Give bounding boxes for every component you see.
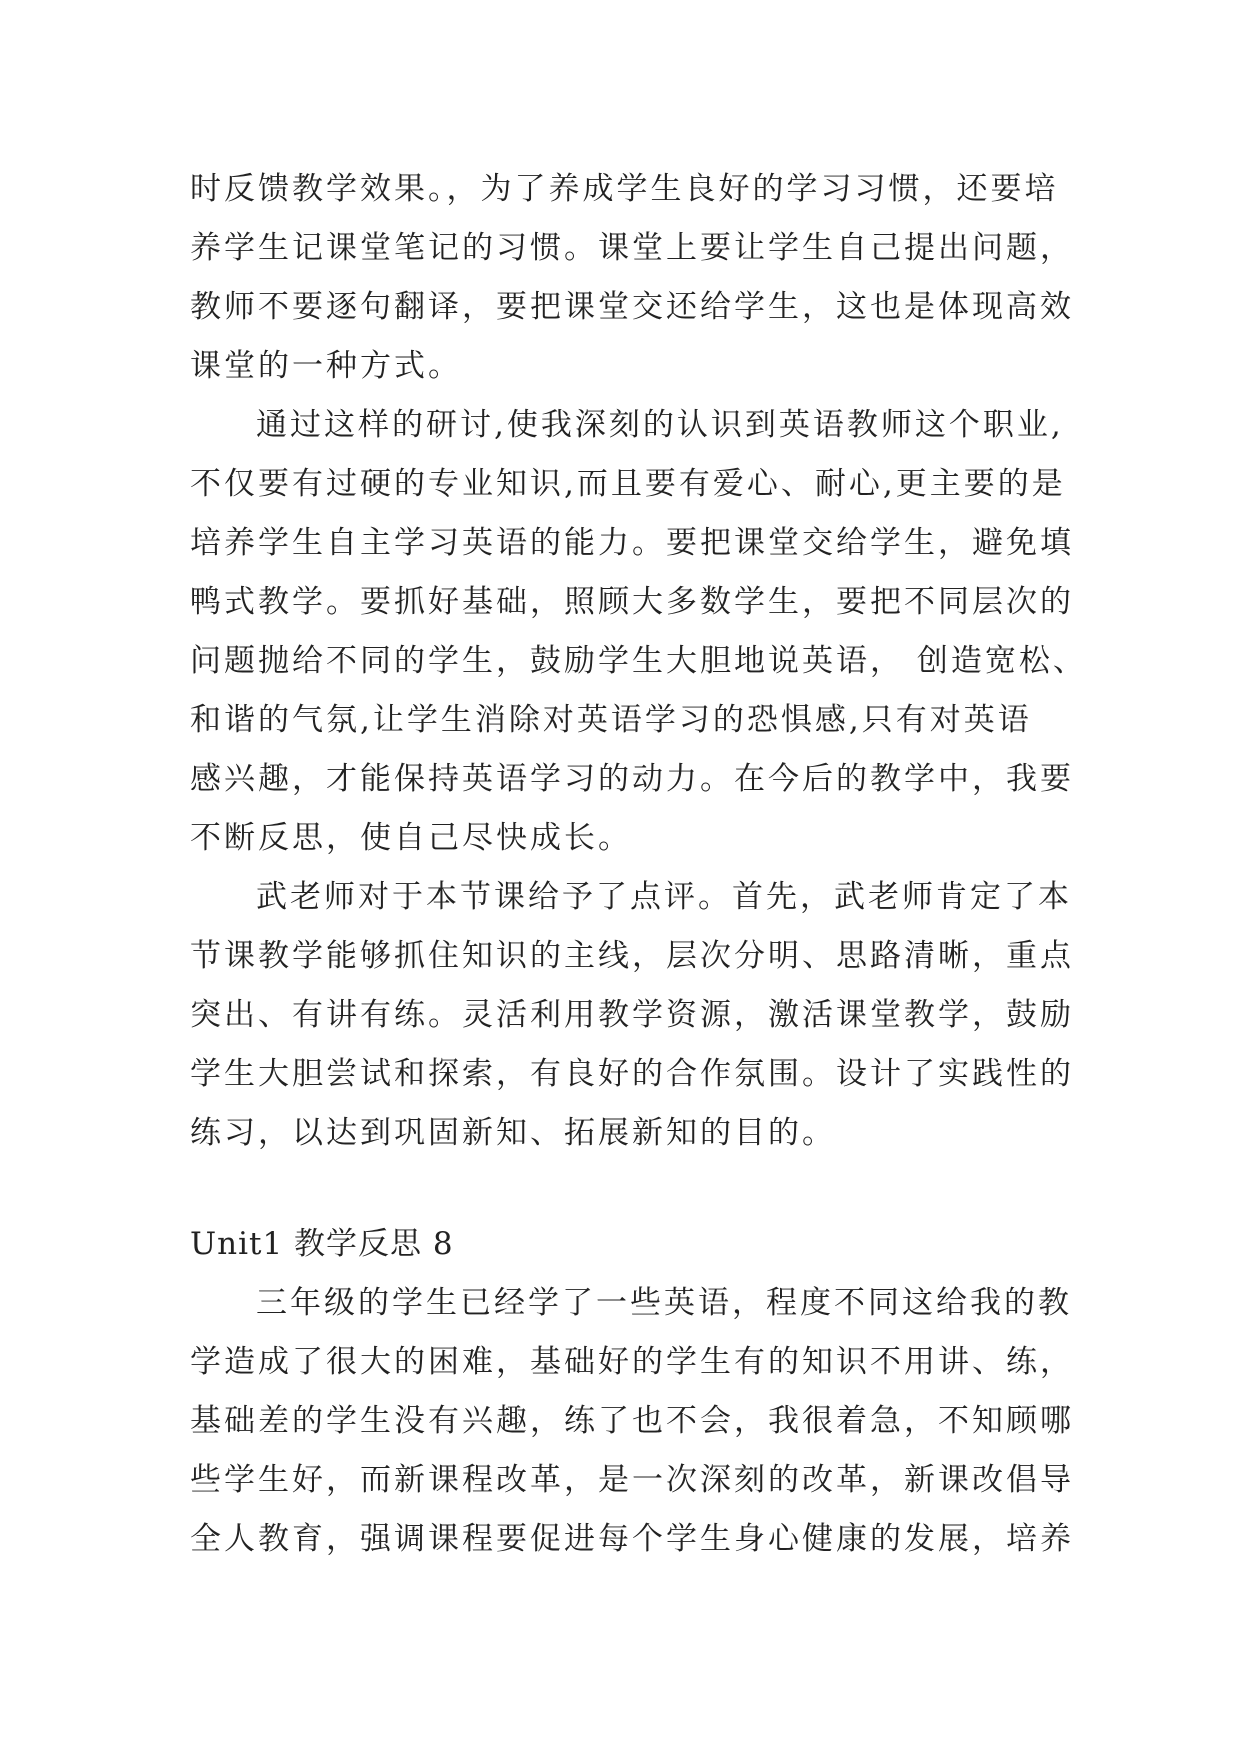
paragraph-line: 全人教育，强调课程要促进每个学生身心健康的发展，培养 bbox=[190, 1521, 1074, 1557]
paragraph-line: 鸭式教学。要抓好基础，照顾大多数学生，要把不同层次的 bbox=[190, 584, 1074, 620]
paragraph-1 bbox=[190, 160, 1074, 396]
paragraph-line: 些学生好，而新课程改革，是一次深刻的改革，新课改倡导 bbox=[190, 1462, 1074, 1498]
paragraph-line: 基础差的学生没有兴趣，练了也不会，我很着急，不知顾哪 bbox=[190, 1403, 1074, 1439]
paragraph-line: 养学生记课堂笔记的习惯。课堂上要让学生自己提出问题， bbox=[190, 230, 1074, 266]
paragraph-line: 不仅要有过硬的专业知识,而且要有爱心、耐心,更主要的是 bbox=[190, 466, 1066, 502]
paragraph-line: 学生大胆尝试和探索，有良好的合作氛围。设计了实践性的 bbox=[190, 1056, 1074, 1092]
paragraph-line: 和谐的气氛,让学生消除对英语学习的恐惧感,只有对英语 bbox=[190, 702, 1032, 738]
paragraph-line: 武老师对于本节课给予了点评。首先，武老师肯定了本 bbox=[256, 879, 1072, 915]
paragraph-line: 学造成了很大的困难，基础好的学生有的知识不用讲、练， bbox=[190, 1344, 1074, 1380]
paragraph-line: 突出、有讲有练。灵活利用教学资源，激活课堂教学，鼓励 bbox=[190, 997, 1074, 1033]
paragraph-line: 问题抛给不同的学生，鼓励学生大胆地说英语， 创造宽松、 bbox=[190, 643, 1087, 679]
paragraph-line: 培养学生自主学习英语的能力。要把课堂交给学生，避免填 bbox=[190, 525, 1074, 561]
paragraph-line: 节课教学能够抓住知识的主线，层次分明、思路清晰，重点 bbox=[190, 938, 1074, 974]
document-body bbox=[190, 160, 1087, 1569]
paragraph-line: 感兴趣，才能保持英语学习的动力。在今后的教学中，我要 bbox=[190, 761, 1074, 797]
paragraph-line: 课堂的一种方式。 bbox=[190, 348, 462, 384]
paragraph-line: 通过这样的研讨,使我深刻的认识到英语教师这个职业, bbox=[256, 407, 1064, 443]
paragraph-line: 三年级的学生已经学了一些英语，程度不同这给我的教 bbox=[256, 1285, 1072, 1321]
paragraph-3 bbox=[190, 868, 1074, 1163]
paragraph-line: 时反馈教学效果。，为了养成学生良好的学习习惯，还要培 bbox=[190, 171, 1059, 207]
paragraph-line: 不断反思，使自己尽快成长。 bbox=[190, 820, 632, 856]
paragraph-4 bbox=[190, 1274, 1074, 1569]
section-gap bbox=[190, 1163, 1060, 1215]
paragraph-2 bbox=[190, 396, 1087, 868]
paragraph-line: 练习，以达到巩固新知、拓展新知的目的。 bbox=[190, 1115, 836, 1151]
paragraph-line: 教师不要逐句翻译，要把课堂交还给学生，这也是体现高效 bbox=[190, 289, 1074, 325]
section-heading: Unit1 教学反思 8 bbox=[190, 1226, 454, 1262]
